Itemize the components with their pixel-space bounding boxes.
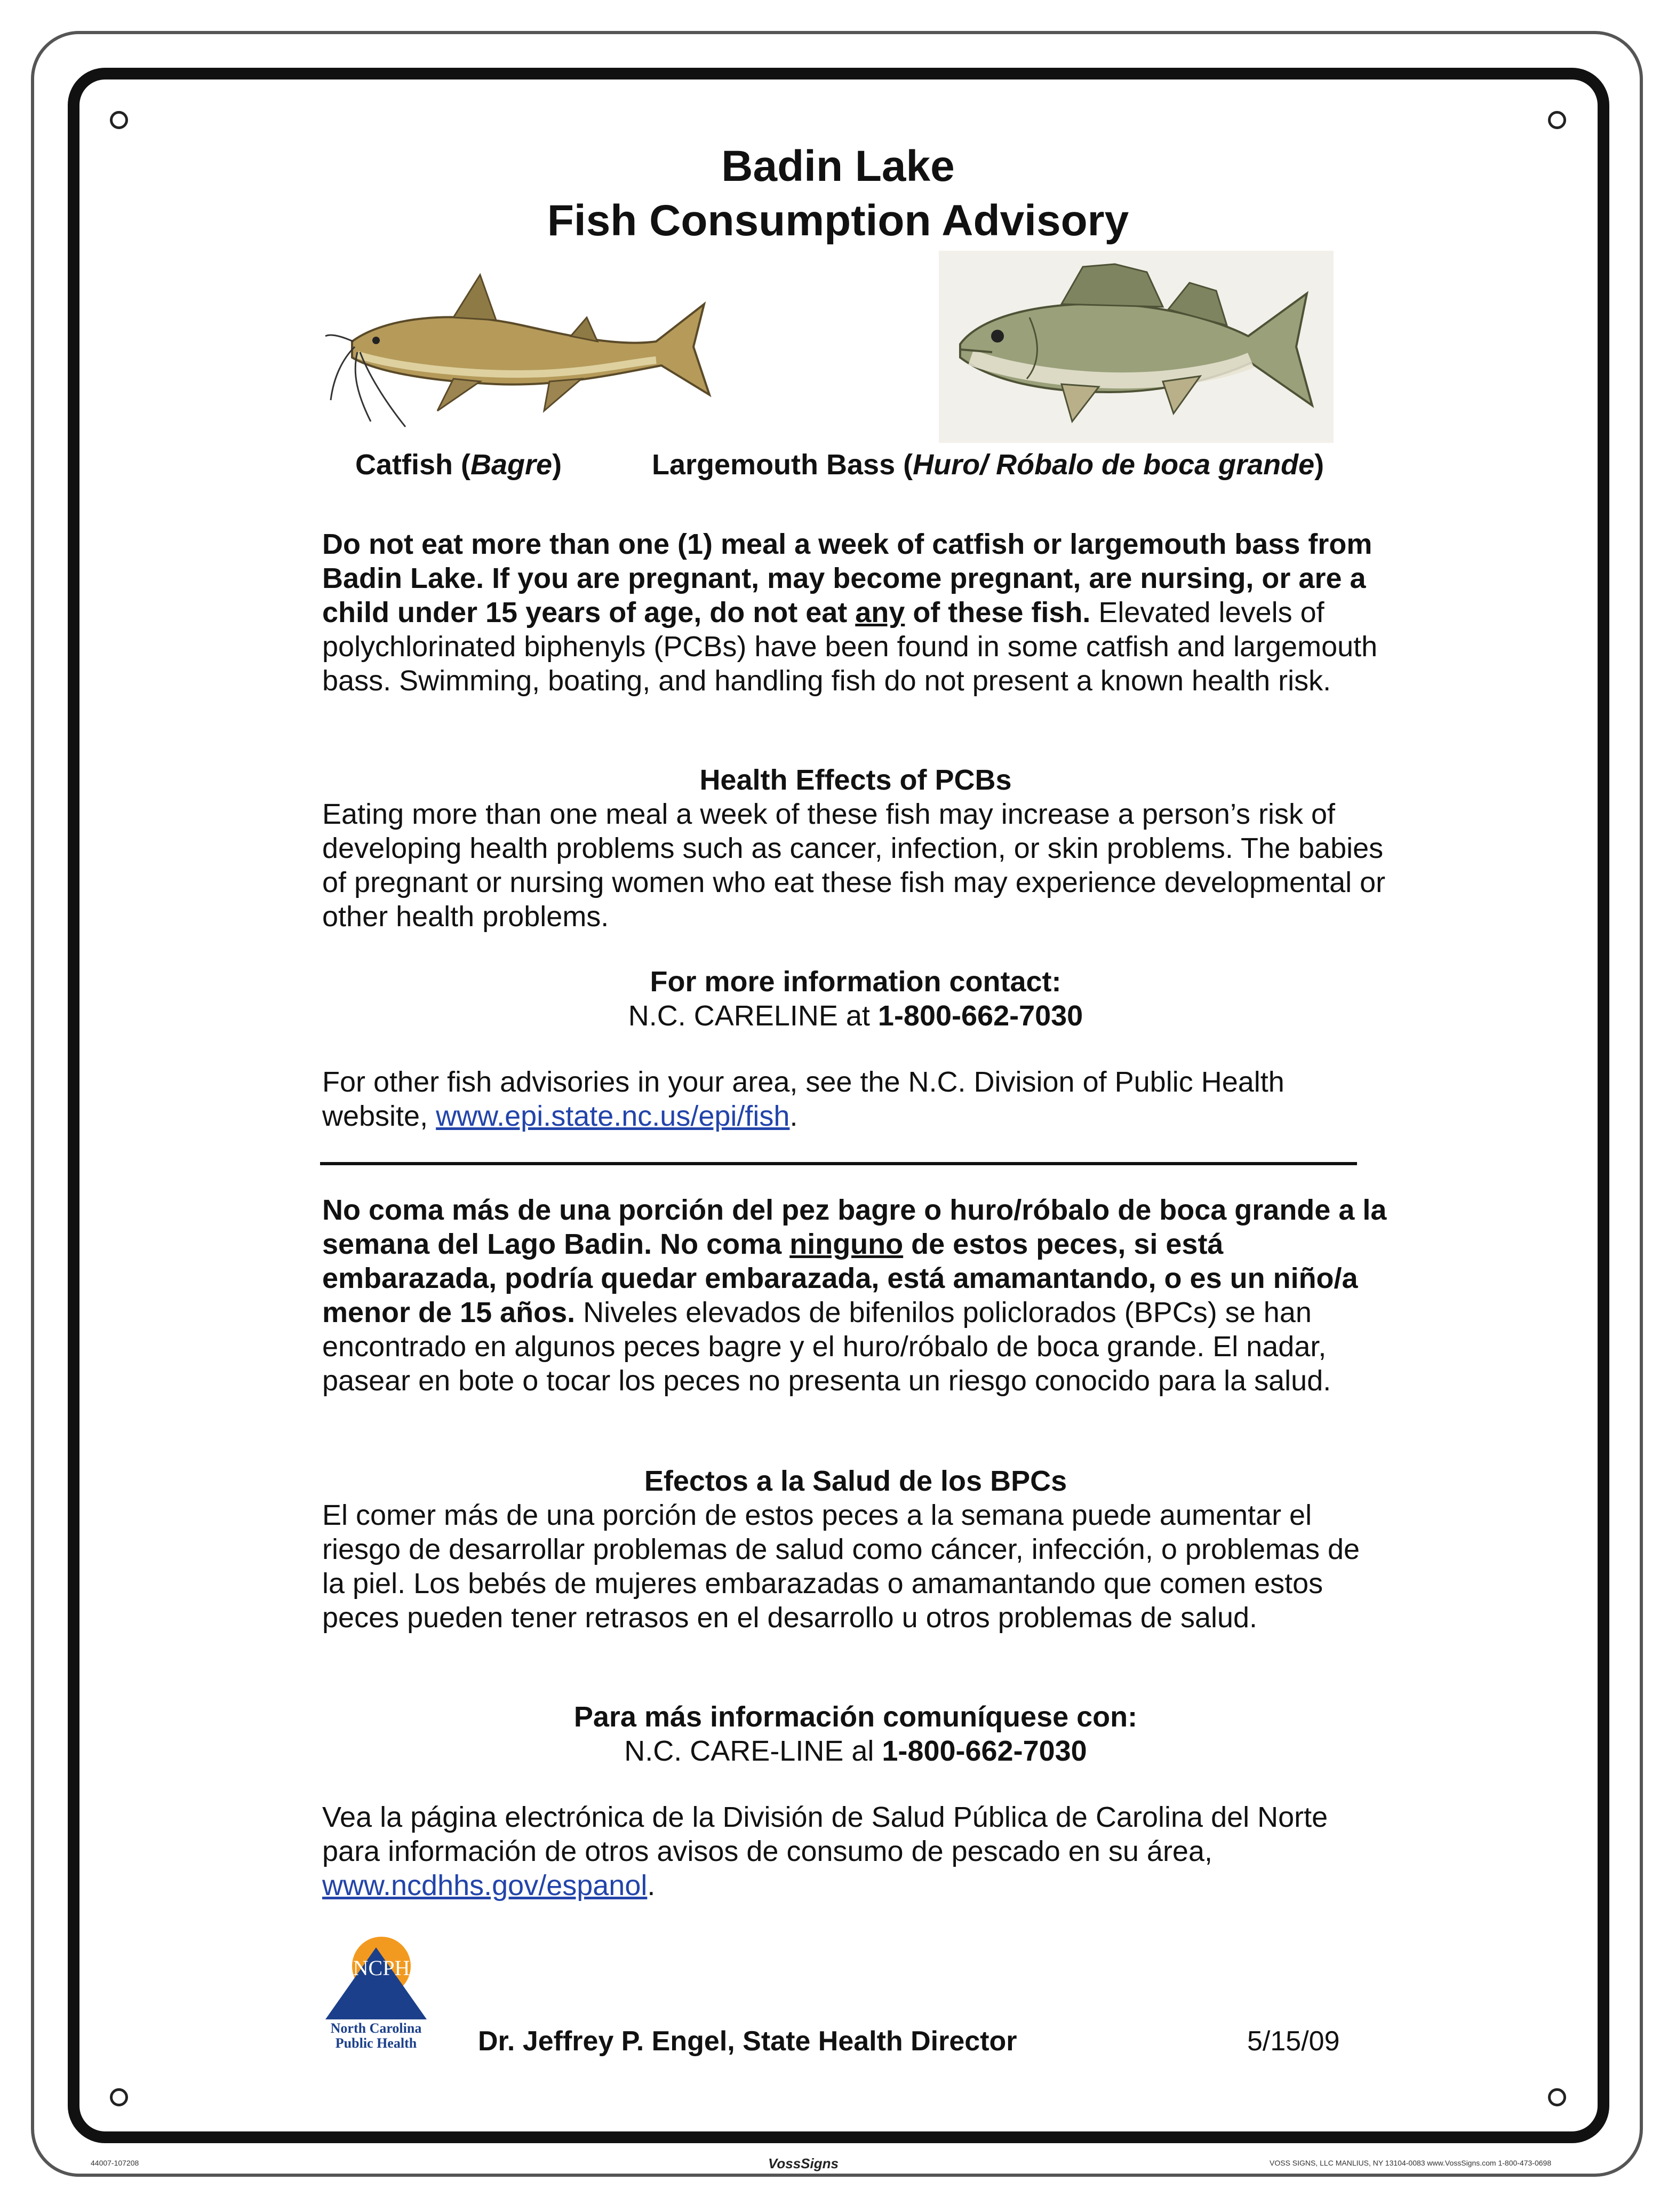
sign-maker-info: VOSS SIGNS, LLC MANLIUS, NY 13104-0083 www.VossSigns.com 1-800-473-0698 bbox=[1270, 2159, 1552, 2167]
english-health-text: Eating more than one meal a week of these fish may increase a person’s risk of developing health problems such as cancer, infection, or skin problems. The babies of pregnant or nursing women who eat these fish may experience developmental or other health problems. bbox=[322, 798, 1386, 933]
ncdhhs-espanol-link[interactable]: www.ncdhhs.gov/espanol bbox=[322, 1869, 648, 1901]
largemouth-bass-image bbox=[939, 251, 1334, 443]
spanish-advisory-paragraph: No coma más de una porción del pez bagre o huro/róbalo de boca grande a la semana del Lago Badin. No coma ninguno de estos peces, si está embarazada, podría quedar embarazada, está amamantando, o es un niño/a menor de 15 años. Niveles elevados de bifenilos policlorados (BPCs) se han encontrado en algunos peces bagre y el huro/róbalo de boca grande. El nadar, pasear en bote o tocar los peces no presenta un riesgo conocido para la salud. bbox=[322, 1194, 1387, 1397]
ncph-logo-text: NCPH bbox=[353, 1956, 410, 1980]
spanish-contact-heading: Para más información comuníquese con: bbox=[573, 1701, 1138, 1733]
title-line-1: Badin Lake bbox=[721, 142, 955, 190]
spanish-health-text: El comer más de una porción de estos peces a la semana puede aumentar el riesgo de desarrollar problemas de salud como cáncer, infección, o problemas de la piel. Los bebés de mujeres embarazadas o amamantando que comen estos peces pueden tener retrasos en el desarrollo u otros problemas de salud. bbox=[322, 1499, 1360, 1634]
spanish-health-heading: Efectos a la Salud de los BPCs bbox=[644, 1465, 1067, 1497]
mounting-hole-top-left bbox=[110, 111, 128, 129]
advisory-date: 5/15/09 bbox=[1247, 2026, 1340, 2057]
spanish-other-advisories: Vea la página electrónica de la División de Salud Pública de Carolina del Norte para información de otros avisos de consumo de pescado en su área, www.ncdhhs.gov/espanol. bbox=[322, 1801, 1328, 1901]
english-contact-line: N.C. CARELINE at 1-800-662-7030 bbox=[628, 1000, 1083, 1032]
language-divider bbox=[320, 1162, 1357, 1165]
title-line-2: Fish Consumption Advisory bbox=[547, 196, 1129, 245]
english-other-advisories: For other fish advisories in your area, see the N.C. Division of Public Health website, www.epi.state.nc.us/epi/fish. bbox=[322, 1066, 1284, 1132]
voss-signs-brand: VossSigns bbox=[768, 2155, 839, 2171]
catfish-image bbox=[320, 267, 720, 437]
english-contact-heading: For more information contact: bbox=[650, 966, 1062, 998]
mounting-hole-top-right bbox=[1548, 111, 1566, 129]
epi-fish-link[interactable]: www.epi.state.nc.us/epi/fish bbox=[436, 1100, 790, 1132]
state-health-director-signature: Dr. Jeffrey P. Engel, State Health Director bbox=[478, 2026, 1017, 2057]
catfish-caption: Catfish (Bagre) bbox=[355, 449, 562, 481]
ncph-logo-caption: North Carolina Public Health bbox=[330, 2020, 422, 2051]
english-advisory-paragraph: Do not eat more than one (1) meal a week of catfish or largemouth bass from Badin Lake. If you are pregnant, may become pregnant, are nursing, or are a child under 15 years of age, do not eat any of these fish. Elevated levels of polychlorinated biphenyls (PCBs) have been found in some catfish and largemouth bass. Swimming, boating, and handling fish do not present a known health risk. bbox=[322, 528, 1378, 697]
bass-caption: Largemouth Bass (Huro/ Róbalo de boca grande) bbox=[652, 449, 1324, 481]
mounting-hole-bottom-right bbox=[1548, 2088, 1566, 2106]
mounting-hole-bottom-left bbox=[110, 2088, 128, 2106]
english-health-heading: Health Effects of PCBs bbox=[699, 764, 1012, 796]
spanish-contact-line: N.C. CARE-LINE al 1-800-662-7030 bbox=[624, 1735, 1087, 1767]
sign-code-left: 44007-107208 bbox=[91, 2159, 139, 2167]
